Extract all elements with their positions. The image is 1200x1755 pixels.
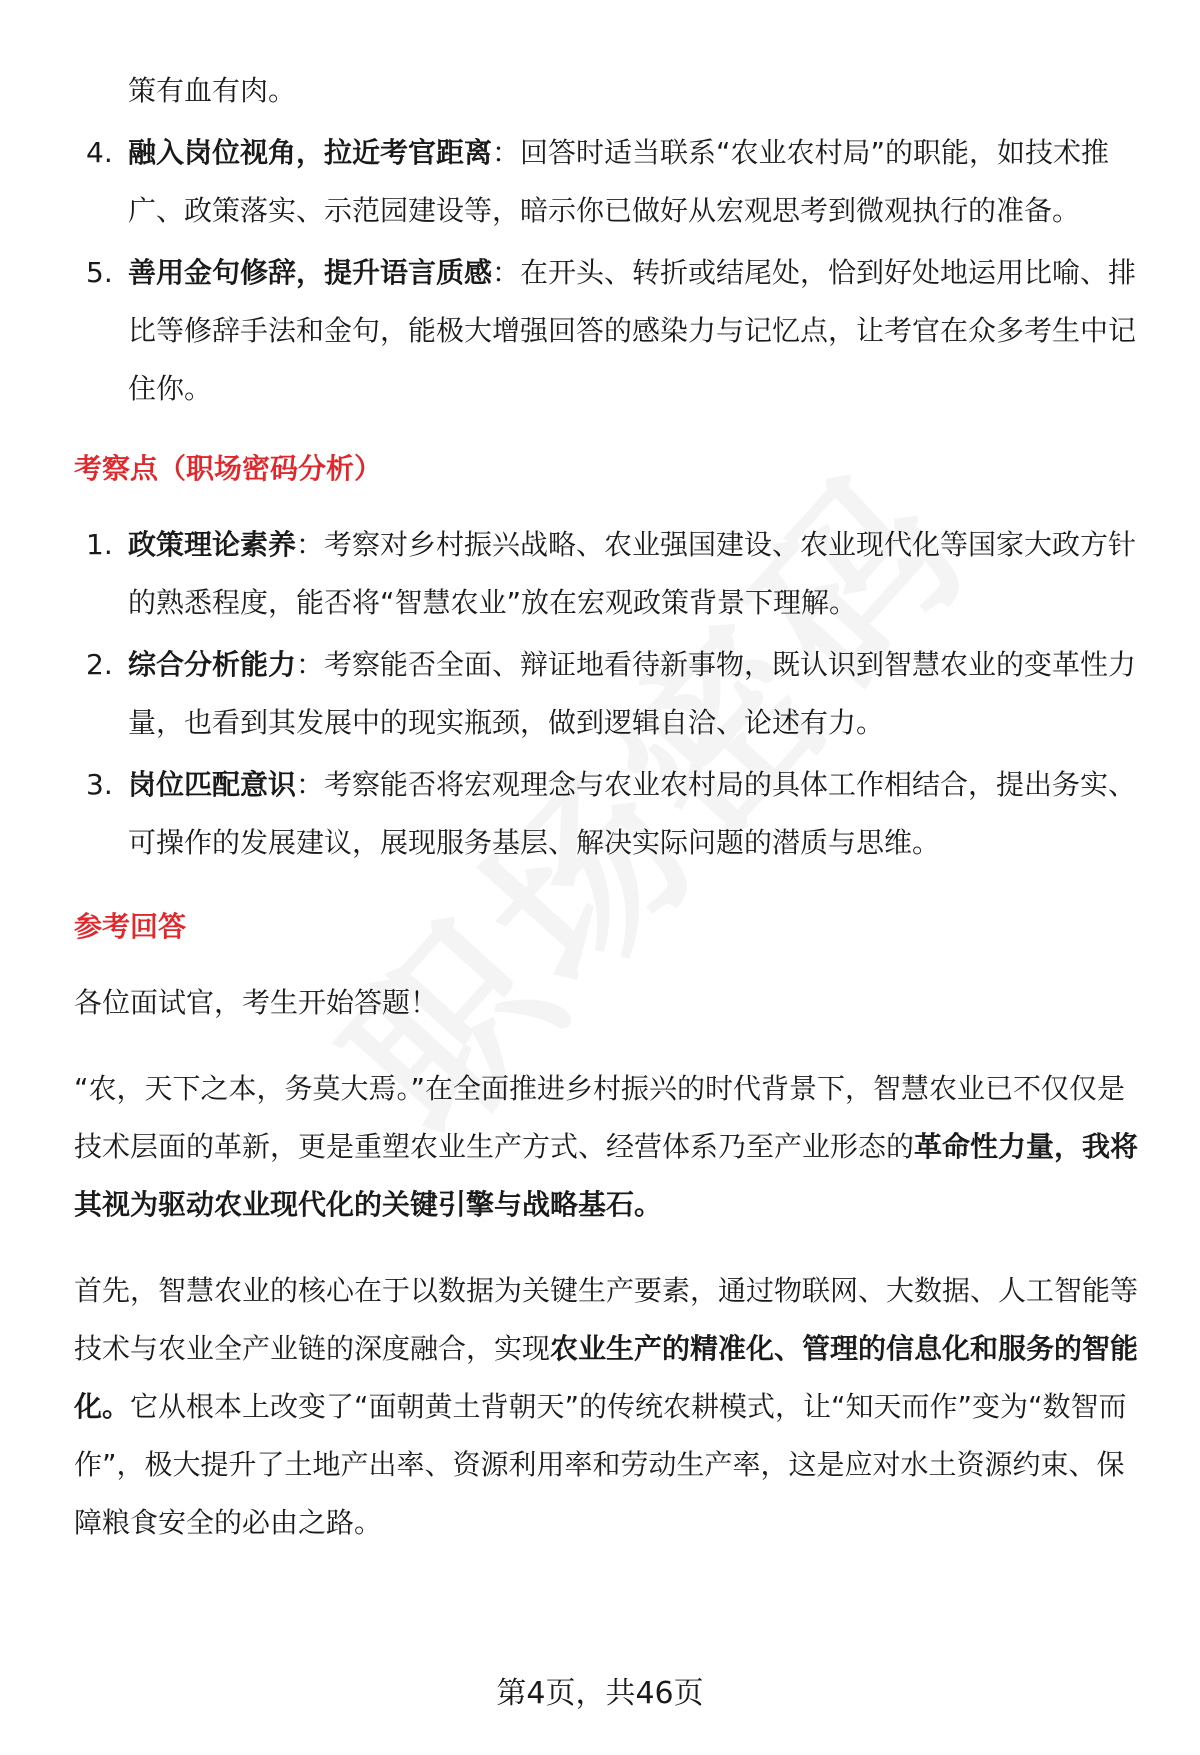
list-number: 4. [86, 136, 113, 169]
list-number: 1. [86, 528, 113, 561]
intro-tail: 策有血有肉。 [128, 74, 297, 107]
page-content [74, 62, 1146, 1580]
list-number: 5. [86, 256, 113, 289]
item-text: ：考察能否全面、辩证地看待新事物，既认识到智慧农业的变革性力量，也看到其发展中的现实瓶颈，做到逻辑自洽、论述有力。 [128, 648, 1137, 739]
item-title: 综合分析能力 [128, 648, 297, 681]
item-text: ：在开头、转折或结尾处，恰到好处地运用比喻、排比等修辞手法和金句，能极大增强回答的感染力与记忆点，让考官在众多考生中记住你。 [128, 256, 1137, 405]
paragraph-emphasis: 农业生产的精准化、管理的信息化和服务的智能化。 [74, 1332, 1139, 1423]
list-item [74, 124, 1146, 240]
points-list [74, 516, 1146, 872]
item-text: ：考察对乡村振兴战略、农业强国建设、农业现代化等国家大政方针的熟悉程度，能否将“智慧农业”放在宏观政策背景下理解。 [128, 528, 1137, 619]
list-item [74, 636, 1146, 752]
item-text: ：回答时适当联系“农业农村局”的职能，如技术推广、政策落实、示范园建设等，暗示你已做好从宏观思考到微观执行的准备。 [128, 136, 1110, 227]
item-text: ：考察能否将宏观理念与农业农村局的具体工作相结合，提出务实、可操作的发展建议，展现服务基层、解决实际问题的潜质与思维。 [128, 768, 1137, 859]
tips-list [74, 124, 1146, 418]
item-title: 融入岗位视角，拉近考官距离 [128, 136, 493, 169]
paragraph-text: 首先，智慧农业的核心在于以数据为关键生产要素，通过物联网、大数据、人工智能等技术与农业全产业链的深度融合，实现 [74, 1274, 1139, 1365]
item-title: 善用金句修辞，提升语言质感 [128, 256, 493, 289]
paragraph-text: “农，天下之本，务莫大焉。”在全面推进乡村振兴的时代背景下，智慧农业已不仅仅是技术层面的革新，更是重塑农业生产方式、经营体系乃至产业形态的 [74, 1072, 1126, 1163]
list-item [74, 756, 1146, 872]
item-title: 岗位匹配意识 [128, 768, 297, 801]
list-item [74, 516, 1146, 632]
answer-paragraph-2 [74, 1262, 1146, 1552]
section-title-answer: 参考回答 [74, 910, 187, 943]
item-title: 政策理论素养 [128, 528, 297, 561]
page-number: 第4页，共46页 [496, 1676, 704, 1711]
list-number: 2. [86, 648, 113, 681]
section-title-points: 考察点（职场密码分析） [74, 452, 383, 485]
list-number: 3. [86, 768, 113, 801]
answer-paragraph-1 [74, 1060, 1146, 1234]
paragraph-emphasis: 革命性力量，我将其视为驱动农业现代化的关键引擎与战略基石。 [74, 1130, 1139, 1221]
list-item [74, 244, 1146, 418]
greeting: 各位面试官，考生开始答题！ [74, 986, 439, 1019]
paragraph-text: 它从根本上改变了“面朝黄土背朝天”的传统农耕模式，让“知天而作”变为“数智而作”，极大提升了土地产出率、资源利用率和劳动生产率，这是应对水土资源约束、保障粮食安全的必由之路。 [74, 1390, 1127, 1539]
